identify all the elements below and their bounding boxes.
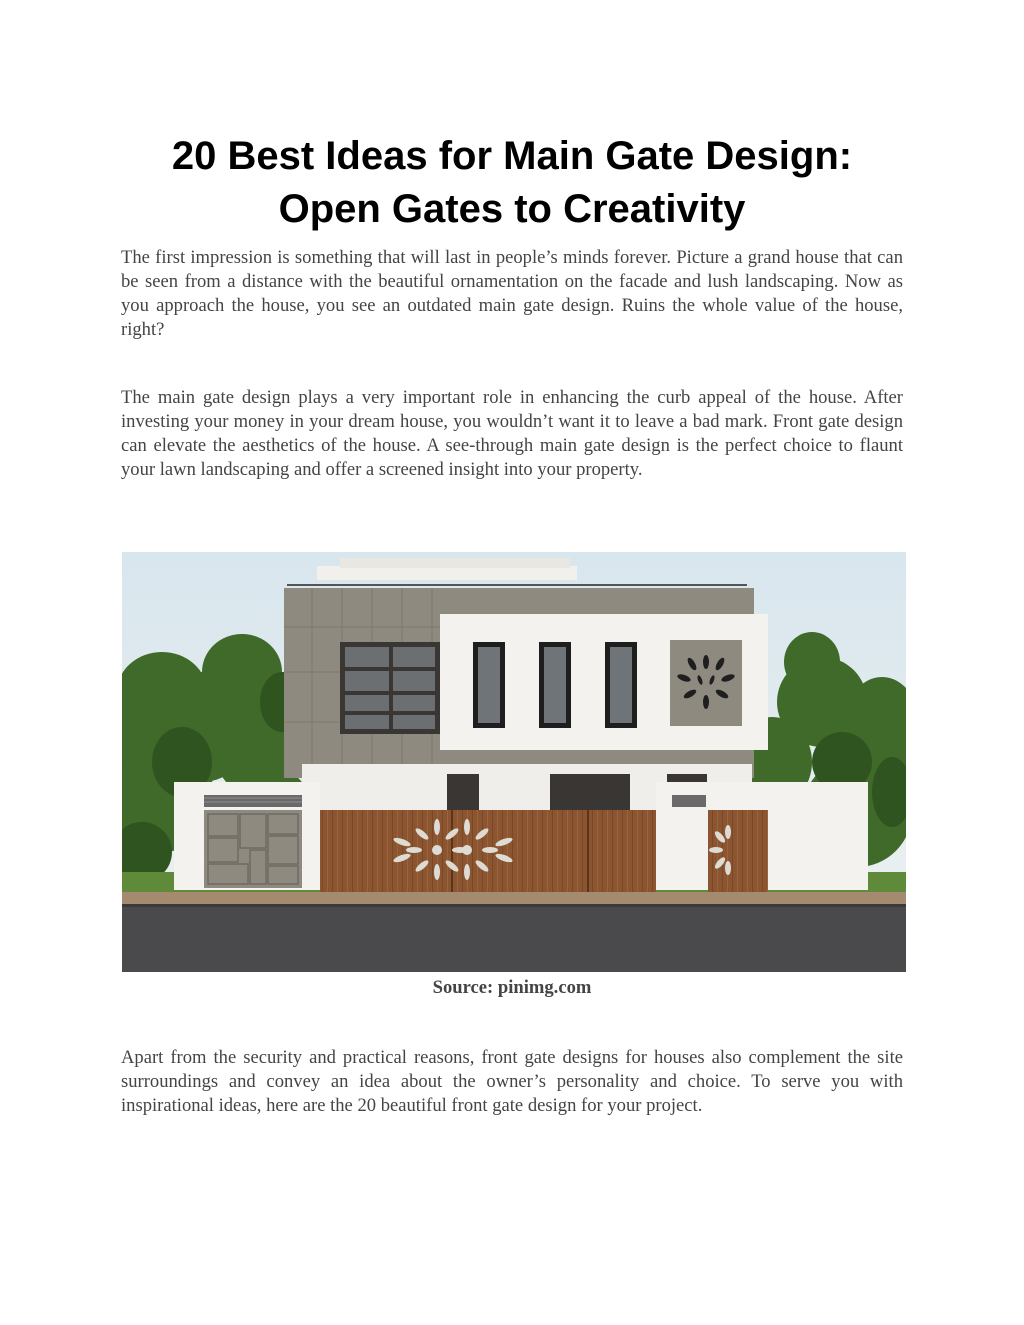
title-line-2: Open Gates to Creativity xyxy=(278,187,746,231)
title-line-1: 20 Best Ideas for Main Gate Design: xyxy=(171,134,853,178)
intro-paragraph: The first impression is something that will last in people’s minds forever. Picture a grand house that can be seen from a distance with the beautiful ornamentation on the facade and lush landscaping. Now as you approach the house, you see an outdated main gate design. Ruins the whole value of the house, right? xyxy=(121,247,903,340)
second-paragraph: The main gate design plays a very important role in enhancing the curb appeal of the house. After investing your money in your dream house, you wouldn’t want it to leave a bad mark. Front gate design can elevate the aesthetics of the house. A see-through main gate design is the perfect choice to flaunt your lawn landscaping and offer a screened insight into your property. xyxy=(121,387,903,480)
house-illustration xyxy=(122,552,906,972)
house-gate-image xyxy=(122,552,906,972)
third-paragraph: Apart from the security and practical reasons, front gate designs for houses also complement the site surroundings and convey an idea about the owner’s personality and choice. To serve you with inspirational ideas, here are the 20 beautiful front gate design for your project. xyxy=(121,1047,903,1116)
image-source-caption: Source: pinimg.com xyxy=(432,977,592,998)
article-title xyxy=(100,130,924,236)
